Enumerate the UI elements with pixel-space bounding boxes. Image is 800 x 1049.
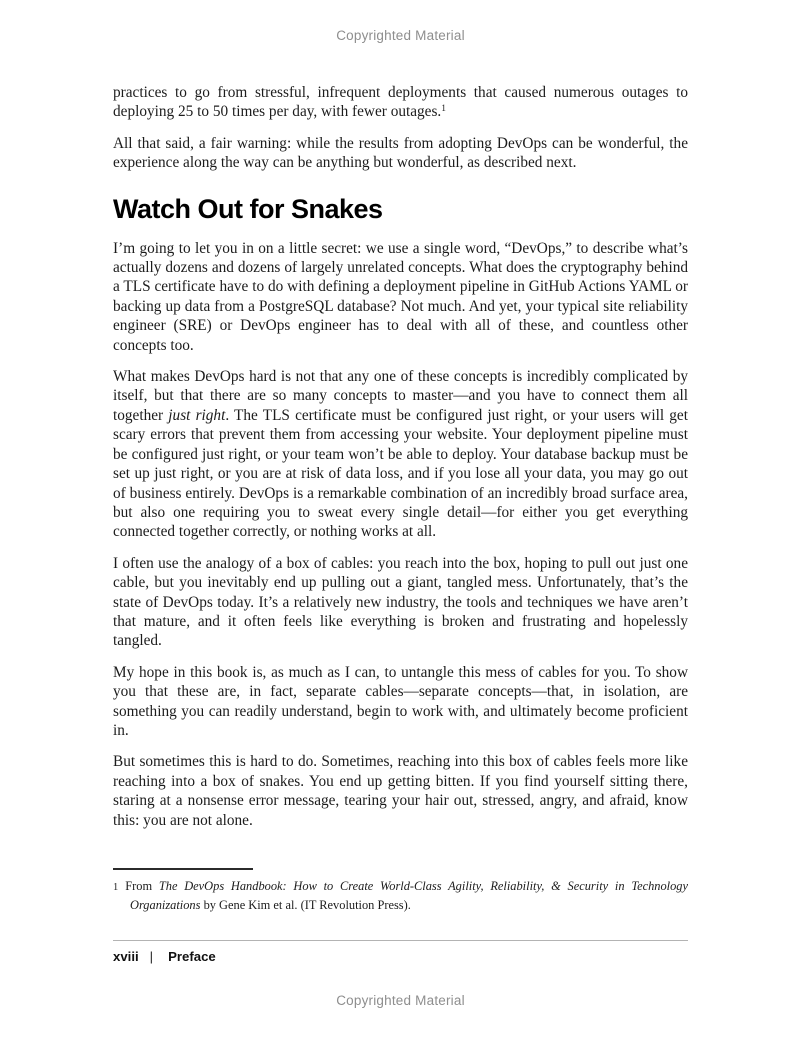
body-paragraph: But sometimes this is hard to do. Sometimes, reaching into this box of cables feels more like reaching into a box of snakes. You end up getting bitten. If you find yourself sitting there, staring at a nonsense error message, tearing your hair out, stressed, angry, and afraid, know this: you are not alone. [113, 753, 688, 829]
page-number: xviii [113, 948, 139, 964]
body-paragraph: My hope in this book is, as much as I can, to untangle this mess of cables for you. To show you that these are, in fact, separate cables—separate concepts—that, in isolation, are something you can readily understand, begin to work with, and ultimately become proficient in. [113, 663, 688, 739]
body-paragraph: I’m going to let you in on a little secret: we use a single word, “DevOps,” to describe what’s actually dozens and dozens of largely unrelated concepts. What does the cryptography behind a TLS certificate have to do with defining a deployment pipeline in GitHub Actions YAML or backing up data from a PostgreSQL database? Not much. And yet, your typical site reliability engineer (SRE) or DevOps engineer has to deal with all of these, and countless other concepts too. [113, 239, 688, 354]
footnote-separator-rule [113, 868, 253, 870]
body-paragraph: practices to go from stressful, infrequent deployments that caused numerous outages to deploying 25 to 50 times per day, with fewer outages.$^1$ [113, 84, 688, 121]
footnote-text: From The DevOps Handbook: How to Create World-Class Agility, Reliability, & Security in Technology Organizations by Gene Kim et al. (IT Revolution Press). [125, 879, 688, 912]
page-content [113, 83, 688, 964]
section-heading: Watch Out for Snakes [113, 193, 383, 224]
copyright-notice-bottom: Copyrighted Material [336, 992, 465, 1008]
body-paragraph: I often use the analogy of a box of cables: you reach into the box, hoping to pull out just one cable, but you inevitably end up pulling out a giant, tangled mess. Unfortunately, that’s the state of DevOps today. It’s a relatively new industry, the tools and techniques we have aren’t that mature, and it often feels like everything is broken and frustrating and hopelessly tangled. [113, 554, 688, 650]
footnote-marker: 1 [113, 882, 119, 893]
footer-section-title: Preface [168, 948, 216, 964]
footnote-block [113, 868, 688, 914]
footer-separator: | [149, 948, 154, 964]
page-footer [113, 940, 688, 964]
body-paragraph: All that said, a fair warning: while the results from adopting DevOps can be wonderful, the experience along the way can be anything but wonderful, as described next. [113, 134, 688, 172]
footnote [113, 878, 688, 914]
body-paragraph: What makes DevOps hard is not that any one of these concepts is incredibly complicated by itself, but that there are so many concepts to master—and you have to connect them all together just right. The TLS certificate must be configured just right, or your users will get scary errors that prevent them from accessing your website. Your deployment pipeline must be configured just right, or your team won’t be able to deploy. Your database backup must be set up just right, or you are at risk of data loss, and if you lose all your data, you may go out of business entirely. DevOps is a remarkable combination of an incredibly broad surface area, but also one requiring you to sweat every single detail—for either you get everything connected together correctly, or nothing works at all. [113, 368, 688, 541]
intro-paragraphs [113, 83, 688, 173]
section-paragraphs [113, 239, 688, 830]
copyright-notice-top: Copyrighted Material [336, 28, 465, 43]
